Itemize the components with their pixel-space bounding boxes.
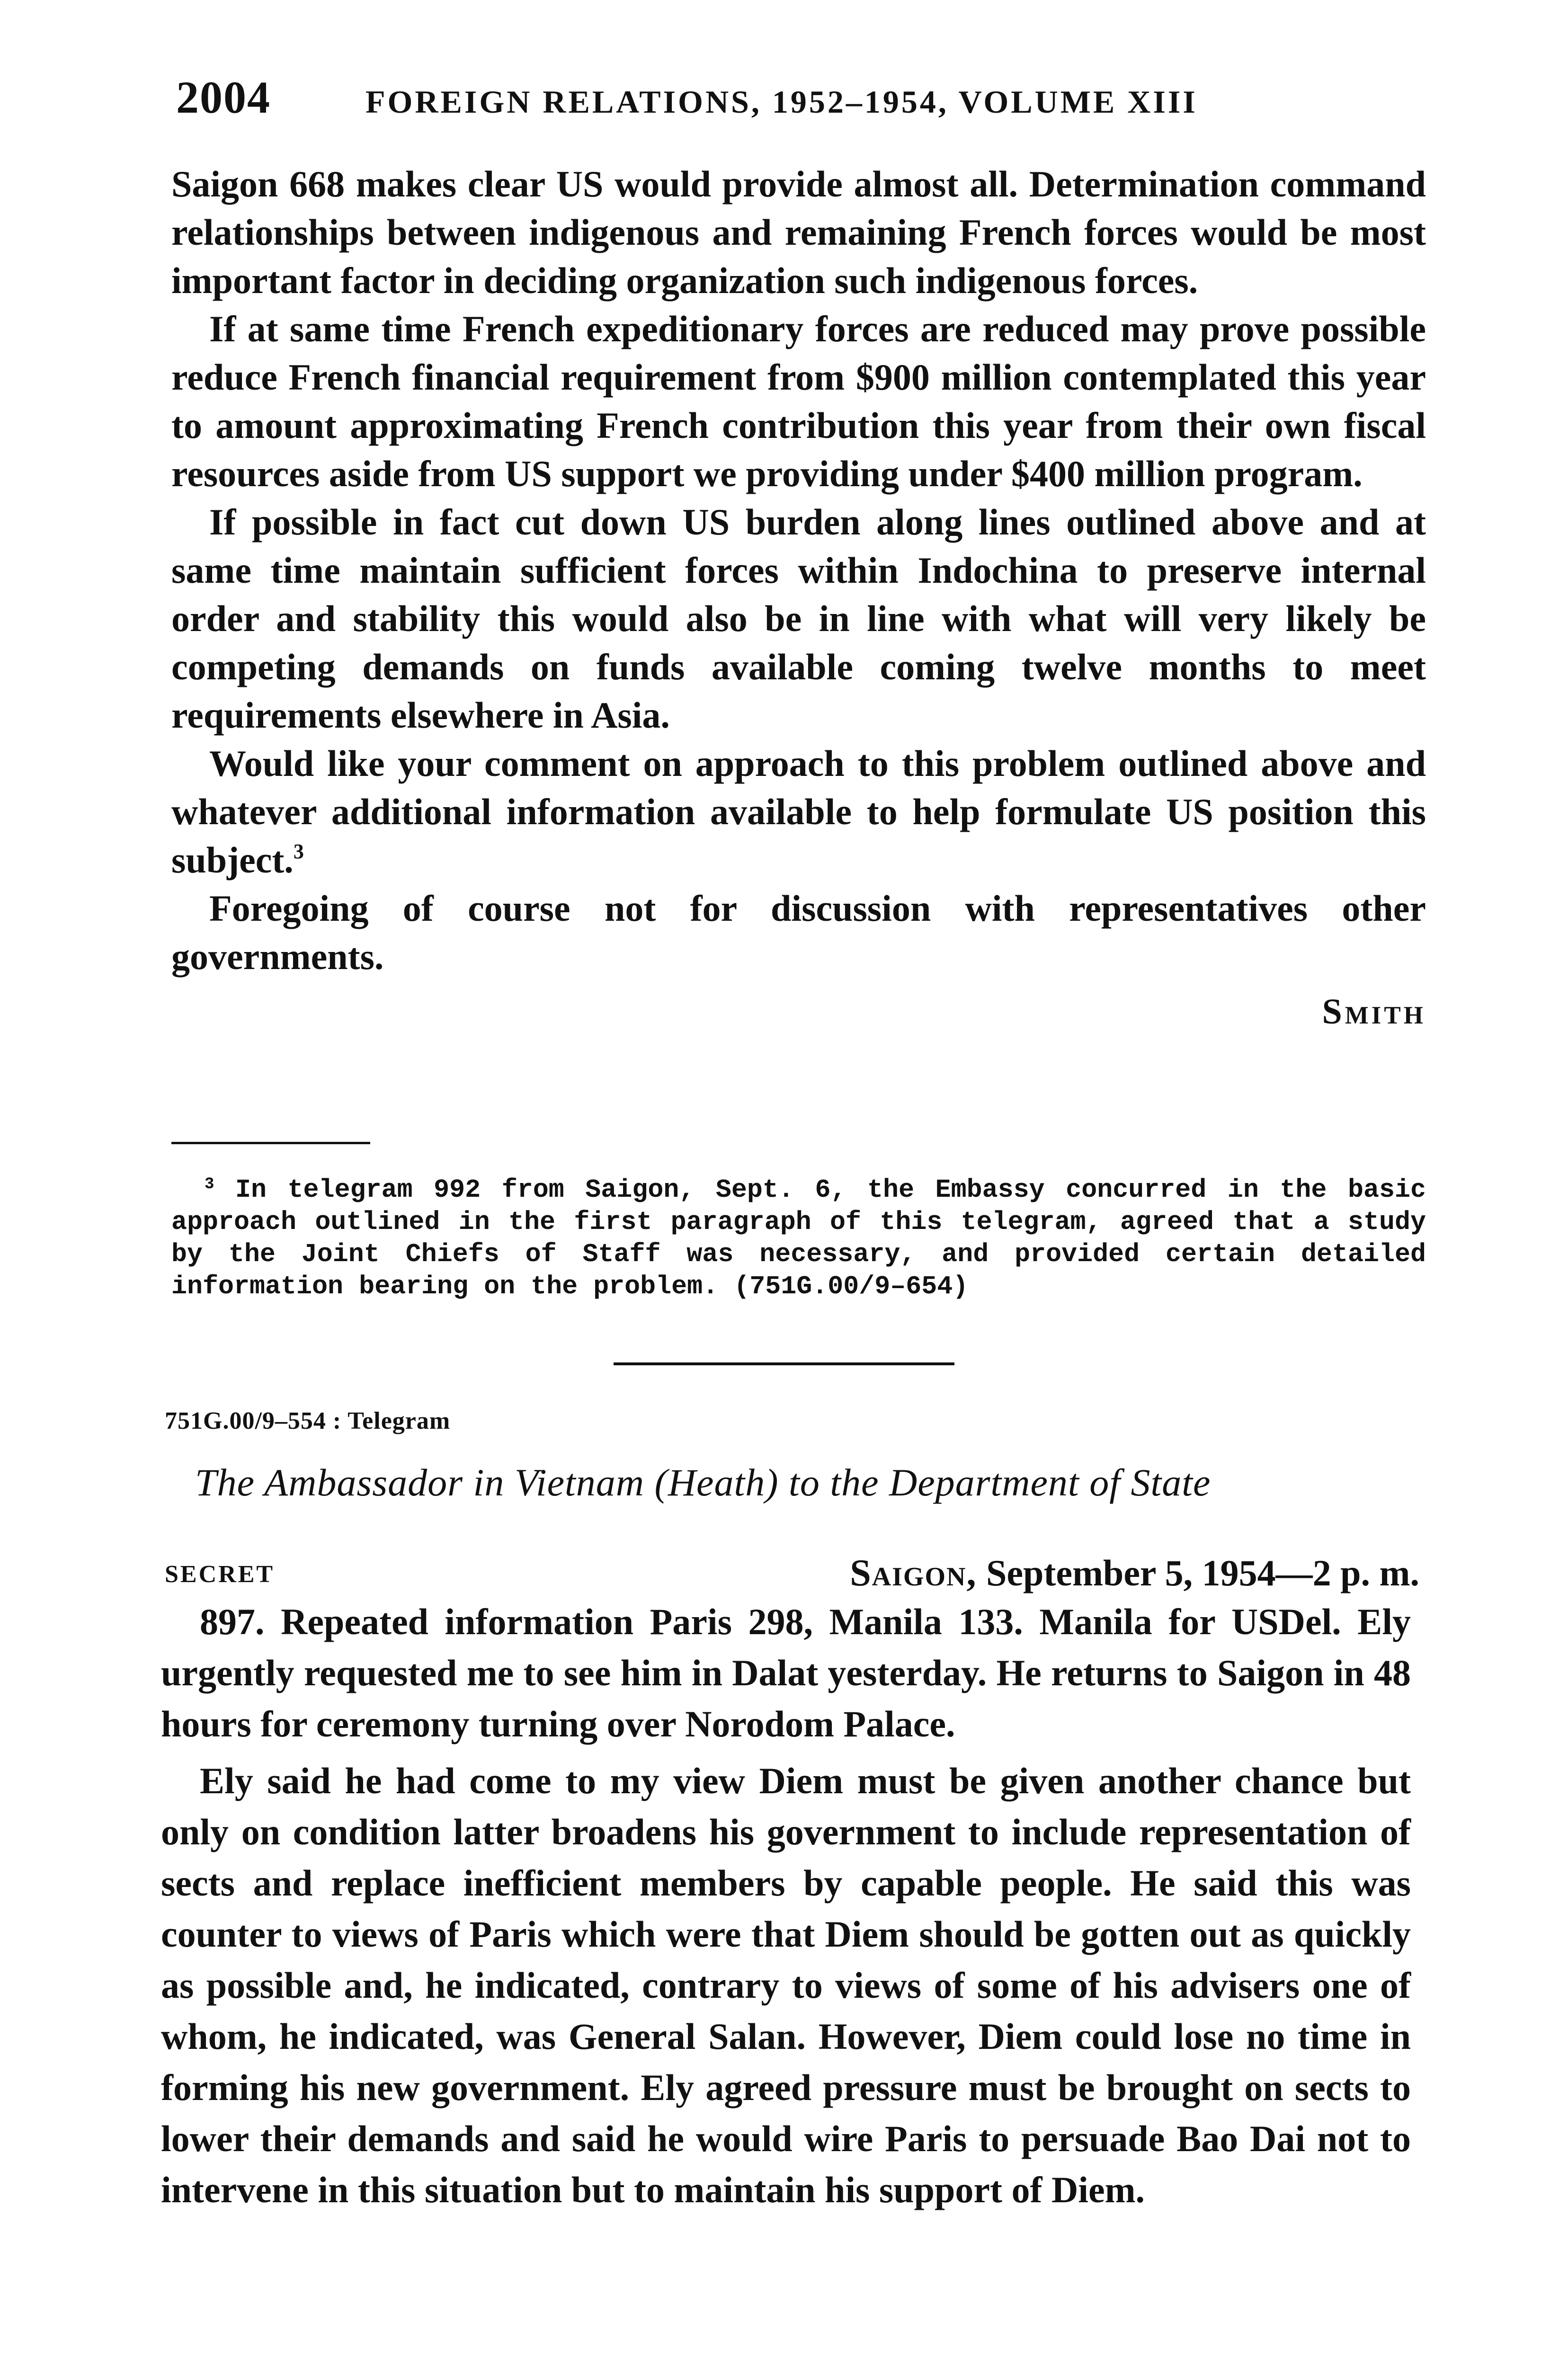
footnote-text: [171, 1174, 1426, 1303]
heading-recipient: ) to the Department of State: [765, 1461, 1211, 1504]
footnote-reference[interactable]: 3: [293, 840, 304, 863]
body-paragraph: [171, 739, 1426, 884]
classification-label: SECRET: [165, 1561, 275, 1588]
footnote-marker: 3: [205, 1175, 214, 1193]
body-paragraph: Ely said he had come to my view Diem must be given another chance but only on condition latter broadens his government to include representation of sects and replace inefficient members by capable people. He said this was counter to views of Paris which were that Diem should be gotten out as quickly as possible and, he indicated, contrary to views of some of his advisers one of whom, he indicated, was General Salan. However, Diem could lose no time in forming his new government. Ely agreed pressure must be brought on sects to lower their demands and said he would wire Paris to persuade Bao Dai not to intervene in this situation but to maintain his support of Diem.: [161, 1760, 1411, 2210]
signature: Smith: [1322, 992, 1426, 1032]
body-paragraph: Foregoing of course not for discussion with representatives other governments.: [171, 888, 1426, 977]
footnote-divider: [171, 1142, 370, 1144]
footnote-body: In telegram 992 from Saigon, Sept. 6, the Embassy concurred in the basic approach outlined in the first paragraph of this telegram, agreed that a study by the Joint Chiefs of Staff was necessary, and provided certain detailed information bearing on the problem. (751G.00/9–654): [171, 1175, 1426, 1301]
file-reference: 751G.00/9–554 : Telegram: [165, 1407, 451, 1434]
section-divider: [614, 1362, 954, 1365]
dateline-date: September 5, 1954—2 p. m.: [986, 1552, 1419, 1593]
footnote: [171, 1174, 1426, 1303]
dateline-place: Saigon,: [850, 1552, 977, 1594]
continued-telegram: [171, 160, 1426, 1032]
body-paragraph-text: Would like your comment on approach to this problem outlined above and whatever additional information available to help formulate US position this subject.: [171, 743, 1426, 881]
heading-title: The Ambassador in Vietnam (: [195, 1461, 668, 1504]
body-paragraph: If possible in fact cut down US burden along lines outlined above and at same time maintain sufficient forces within Indochina to preserve internal order and stability this would also be in line with what will very likely be competing demands on funds available coming twelve months to meet requirements elsewhere in Asia.: [171, 501, 1426, 736]
running-title: FOREIGN RELATIONS, 1952–1954, VOLUME XIII: [365, 84, 1198, 120]
telegram-body: [161, 1596, 1411, 2216]
dateline: [850, 1552, 1419, 1595]
page-number: 2004: [176, 72, 271, 123]
body-paragraph: 897. Repeated information Paris 298, Manila 133. Manila for USDel. Ely urgently requested me to see him in Dalat yesterday. He returns to Saigon in 48 hours for ceremony turning over Norodom Palace.: [161, 1601, 1411, 1744]
dateline-row: [165, 1552, 1419, 1599]
body-paragraph: Saigon 668 makes clear US would provide almost all. Determination command relationships between indigenous and remaining French forces would be most important factor in deciding organization such indigenous forces.: [171, 163, 1426, 301]
document-heading: [195, 1460, 1426, 1505]
heading-ambassador-name: Heath: [668, 1461, 766, 1504]
running-head: [176, 71, 1430, 133]
body-paragraph: If at same time French expeditionary forces are reduced may prove possible reduce French financial requirement from $900 million contemplated this year to amount approximating French contribution this year from their own fiscal resources aside from US support we providing under $400 million program.: [171, 308, 1426, 494]
